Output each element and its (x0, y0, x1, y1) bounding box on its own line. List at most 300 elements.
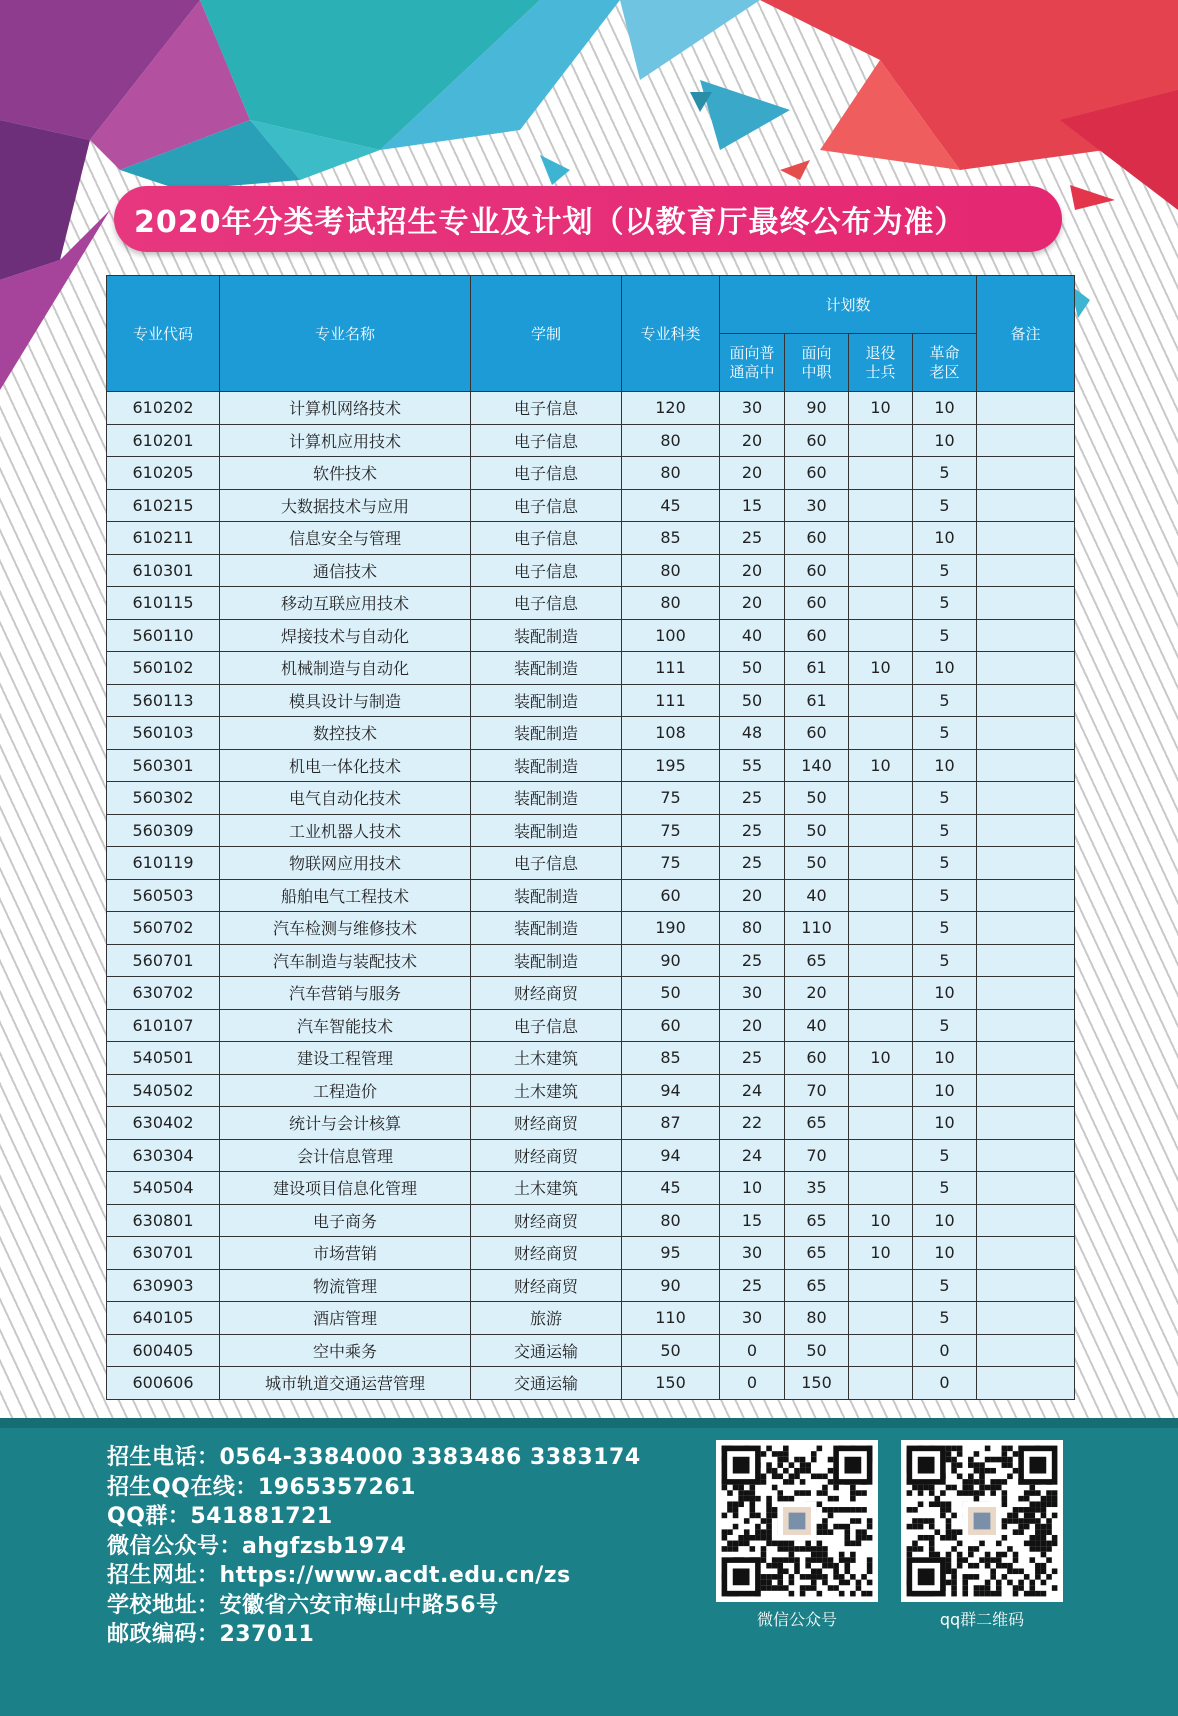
table-row (107, 944, 1075, 977)
table-row (107, 1269, 1075, 1302)
cell-total: 45 (622, 1172, 720, 1205)
wechat-qr-caption: 微信公众号 (756, 1610, 837, 1629)
cell-code: 630801 (107, 1204, 220, 1237)
cell-note (977, 1237, 1075, 1270)
header-note: 备注 (977, 276, 1075, 392)
cell-category: 装配制造 (471, 717, 622, 750)
table-row (107, 1367, 1075, 1400)
cell-hs: 50 (720, 652, 785, 685)
cell-code: 560102 (107, 652, 220, 685)
cell-name: 计算机网络技术 (220, 392, 471, 425)
cell-category: 土木建筑 (471, 1074, 622, 1107)
cell-rev: 10 (913, 392, 977, 425)
cell-rev: 5 (913, 1269, 977, 1302)
cell-vet (849, 782, 913, 815)
table-row (107, 814, 1075, 847)
cell-voc: 65 (785, 944, 849, 977)
cell-note (977, 457, 1075, 490)
cell-hs: 24 (720, 1074, 785, 1107)
cell-code: 610202 (107, 392, 220, 425)
header-total: 专业科类 (622, 276, 720, 392)
cell-total: 85 (622, 522, 720, 555)
cell-total: 75 (622, 814, 720, 847)
header-veterans-line1: 退役 (865, 343, 896, 362)
cell-rev: 10 (913, 1074, 977, 1107)
cell-voc: 70 (785, 1139, 849, 1172)
cell-category: 财经商贸 (471, 1269, 622, 1302)
enrollment-plan-table (106, 275, 1075, 1400)
cell-category: 旅游 (471, 1302, 622, 1335)
table-row (107, 1204, 1075, 1237)
cell-name: 建设项目信息化管理 (220, 1172, 471, 1205)
cell-vet (849, 1172, 913, 1205)
cell-rev: 10 (913, 977, 977, 1010)
cell-name: 电子商务 (220, 1204, 471, 1237)
cell-category: 财经商贸 (471, 1204, 622, 1237)
cell-rev: 10 (913, 1204, 977, 1237)
cell-total: 111 (622, 652, 720, 685)
cell-name: 汽车制造与装配技术 (220, 944, 471, 977)
table-row (107, 1107, 1075, 1140)
cell-vet: 10 (849, 749, 913, 782)
cell-category: 电子信息 (471, 392, 622, 425)
cell-vet: 10 (849, 392, 913, 425)
cell-name: 汽车检测与维修技术 (220, 912, 471, 945)
cell-category: 财经商贸 (471, 1237, 622, 1270)
cell-note (977, 814, 1075, 847)
cell-name: 机械制造与自动化 (220, 652, 471, 685)
cell-vet (849, 814, 913, 847)
cell-vet (849, 1269, 913, 1302)
cell-note (977, 1074, 1075, 1107)
cell-code: 560309 (107, 814, 220, 847)
cell-category: 装配制造 (471, 814, 622, 847)
cell-total: 150 (622, 1367, 720, 1400)
cell-hs: 25 (720, 944, 785, 977)
cell-category: 土木建筑 (471, 1042, 622, 1075)
cell-voc: 35 (785, 1172, 849, 1205)
cell-vet (849, 847, 913, 880)
table-row (107, 1237, 1075, 1270)
cell-voc: 65 (785, 1237, 849, 1270)
header-code: 专业代码 (107, 276, 220, 392)
cell-total: 80 (622, 1204, 720, 1237)
cell-name: 建设工程管理 (220, 1042, 471, 1075)
cell-hs: 22 (720, 1107, 785, 1140)
contact-website: 招生网址：https://www.acdt.edu.cn/zs (107, 1563, 571, 1588)
table-row (107, 749, 1075, 782)
cell-category: 装配制造 (471, 912, 622, 945)
cell-code: 610215 (107, 489, 220, 522)
cell-total: 90 (622, 944, 720, 977)
cell-total: 75 (622, 782, 720, 815)
cell-vet: 10 (849, 1042, 913, 1075)
cell-name: 计算机应用技术 (220, 424, 471, 457)
cell-total: 87 (622, 1107, 720, 1140)
cell-category: 装配制造 (471, 652, 622, 685)
cell-category: 电子信息 (471, 457, 622, 490)
cell-name: 船舶电气工程技术 (220, 879, 471, 912)
cell-vet (849, 879, 913, 912)
table-row (107, 912, 1075, 945)
cell-voc: 65 (785, 1107, 849, 1140)
cell-rev: 10 (913, 1107, 977, 1140)
header-highschool (720, 334, 785, 392)
cell-note (977, 977, 1075, 1010)
cell-note (977, 619, 1075, 652)
table-row (107, 522, 1075, 555)
header-vocational-line2: 中职 (801, 362, 832, 381)
cell-rev: 5 (913, 782, 977, 815)
table-row (107, 457, 1075, 490)
contact-postcode: 邮政编码：237011 (107, 1622, 315, 1647)
cell-hs: 30 (720, 1302, 785, 1335)
cell-total: 111 (622, 684, 720, 717)
cell-vet (849, 522, 913, 555)
cell-note (977, 1269, 1075, 1302)
cell-voc: 60 (785, 554, 849, 587)
cell-note (977, 1302, 1075, 1335)
cell-rev: 5 (913, 717, 977, 750)
table-row (107, 1139, 1075, 1172)
cell-voc: 50 (785, 1334, 849, 1367)
cell-rev: 5 (913, 879, 977, 912)
cell-category: 装配制造 (471, 944, 622, 977)
table-row (107, 587, 1075, 620)
cell-vet (849, 1139, 913, 1172)
cell-voc: 20 (785, 977, 849, 1010)
cell-hs: 40 (720, 619, 785, 652)
cell-code: 610301 (107, 554, 220, 587)
cell-name: 工程造价 (220, 1074, 471, 1107)
cell-total: 75 (622, 847, 720, 880)
cell-hs: 20 (720, 457, 785, 490)
title-banner (114, 186, 1062, 252)
cell-code: 630903 (107, 1269, 220, 1302)
table-row (107, 424, 1075, 457)
cell-name: 会计信息管理 (220, 1139, 471, 1172)
header-highschool-line2: 通高中 (729, 362, 775, 381)
cell-total: 120 (622, 392, 720, 425)
cell-vet (849, 619, 913, 652)
cell-hs: 20 (720, 554, 785, 587)
table-row (107, 782, 1075, 815)
cell-note (977, 587, 1075, 620)
table-row (107, 554, 1075, 587)
cell-name: 软件技术 (220, 457, 471, 490)
header-name: 专业名称 (220, 276, 471, 392)
contact-wechat: 微信公众号：ahgfzsb1974 (107, 1533, 407, 1559)
cell-note (977, 847, 1075, 880)
cell-rev: 5 (913, 489, 977, 522)
cell-rev: 5 (913, 587, 977, 620)
cell-code: 630304 (107, 1139, 220, 1172)
cell-voc: 60 (785, 522, 849, 555)
cell-vet (849, 1367, 913, 1400)
table-row (107, 1334, 1075, 1367)
cell-total: 100 (622, 619, 720, 652)
cell-hs: 50 (720, 684, 785, 717)
cell-voc: 60 (785, 1042, 849, 1075)
cell-category: 电子信息 (471, 554, 622, 587)
cell-total: 108 (622, 717, 720, 750)
cell-hs: 15 (720, 1204, 785, 1237)
cell-category: 装配制造 (471, 879, 622, 912)
cell-hs: 25 (720, 847, 785, 880)
cell-rev: 5 (913, 554, 977, 587)
cell-rev: 10 (913, 522, 977, 555)
cell-total: 45 (622, 489, 720, 522)
cell-category: 财经商贸 (471, 1139, 622, 1172)
cell-voc: 60 (785, 424, 849, 457)
cell-rev: 5 (913, 1302, 977, 1335)
cell-rev: 10 (913, 424, 977, 457)
table-row (107, 619, 1075, 652)
cell-code: 630702 (107, 977, 220, 1010)
table-row (107, 652, 1075, 685)
table-row (107, 392, 1075, 425)
cell-note (977, 879, 1075, 912)
cell-note (977, 782, 1075, 815)
cell-voc: 65 (785, 1204, 849, 1237)
cell-note (977, 1139, 1075, 1172)
cell-rev: 10 (913, 1237, 977, 1270)
cell-voc: 30 (785, 489, 849, 522)
cell-hs: 20 (720, 1009, 785, 1042)
cell-name: 城市轨道交通运营管理 (220, 1367, 471, 1400)
cell-category: 装配制造 (471, 782, 622, 815)
cell-vet (849, 977, 913, 1010)
cell-rev: 5 (913, 619, 977, 652)
cell-category: 电子信息 (471, 489, 622, 522)
cell-code: 610211 (107, 522, 220, 555)
table-row (107, 1172, 1075, 1205)
cell-total: 80 (622, 457, 720, 490)
cell-code: 610119 (107, 847, 220, 880)
cell-name: 模具设计与制造 (220, 684, 471, 717)
cell-voc: 150 (785, 1367, 849, 1400)
cell-note (977, 392, 1075, 425)
cell-name: 焊接技术与自动化 (220, 619, 471, 652)
cell-hs: 24 (720, 1139, 785, 1172)
cell-note (977, 749, 1075, 782)
table-body (107, 392, 1075, 1400)
cell-rev: 10 (913, 749, 977, 782)
cell-total: 195 (622, 749, 720, 782)
cell-voc: 110 (785, 912, 849, 945)
cell-hs: 0 (720, 1367, 785, 1400)
cell-rev: 5 (913, 944, 977, 977)
header-revolutionary-area (913, 334, 977, 392)
cell-name: 电气自动化技术 (220, 782, 471, 815)
wechat-qr-pattern (716, 1440, 878, 1602)
cell-voc: 60 (785, 587, 849, 620)
cell-voc: 90 (785, 392, 849, 425)
cell-note (977, 1172, 1075, 1205)
cell-total: 110 (622, 1302, 720, 1335)
cell-category: 装配制造 (471, 749, 622, 782)
table-row (107, 717, 1075, 750)
cell-total: 80 (622, 554, 720, 587)
cell-hs: 0 (720, 1334, 785, 1367)
cell-voc: 50 (785, 814, 849, 847)
cell-vet (849, 1009, 913, 1042)
cell-code: 630402 (107, 1107, 220, 1140)
contact-address: 学校地址：安徽省六安市梅山中路56号 (107, 1592, 499, 1618)
wechat-qr-code-icon (716, 1440, 878, 1602)
cell-vet (849, 457, 913, 490)
cell-note (977, 684, 1075, 717)
cell-name: 酒店管理 (220, 1302, 471, 1335)
header-veterans (849, 334, 913, 392)
cell-code: 560702 (107, 912, 220, 945)
cell-note (977, 652, 1075, 685)
cell-hs: 30 (720, 1237, 785, 1270)
cell-total: 80 (622, 424, 720, 457)
cell-name: 物流管理 (220, 1269, 471, 1302)
cell-hs: 48 (720, 717, 785, 750)
cell-hs: 15 (720, 489, 785, 522)
cell-note (977, 424, 1075, 457)
cell-note (977, 489, 1075, 522)
table-row (107, 489, 1075, 522)
qq-qr-pattern (901, 1440, 1063, 1602)
cell-note (977, 1334, 1075, 1367)
contact-qq-group: QQ群：541881721 (107, 1504, 333, 1529)
cell-voc: 60 (785, 717, 849, 750)
cell-voc: 60 (785, 619, 849, 652)
cell-rev: 5 (913, 1009, 977, 1042)
cell-rev: 5 (913, 457, 977, 490)
cell-name: 汽车智能技术 (220, 1009, 471, 1042)
cell-category: 装配制造 (471, 684, 622, 717)
cell-hs: 25 (720, 522, 785, 555)
cell-name: 移动互联应用技术 (220, 587, 471, 620)
cell-name: 通信技术 (220, 554, 471, 587)
cell-code: 600405 (107, 1334, 220, 1367)
cell-category: 土木建筑 (471, 1172, 622, 1205)
cell-rev: 0 (913, 1367, 977, 1400)
cell-name: 统计与会计核算 (220, 1107, 471, 1140)
cell-note (977, 1009, 1075, 1042)
table-row (107, 879, 1075, 912)
cell-code: 610107 (107, 1009, 220, 1042)
cell-voc: 40 (785, 879, 849, 912)
header-veterans-line2: 士兵 (865, 362, 896, 381)
cell-name: 信息安全与管理 (220, 522, 471, 555)
cell-note (977, 1042, 1075, 1075)
cell-code: 560301 (107, 749, 220, 782)
cell-voc: 60 (785, 457, 849, 490)
cell-code: 610115 (107, 587, 220, 620)
cell-vet (849, 684, 913, 717)
cell-total: 94 (622, 1139, 720, 1172)
table-row (107, 847, 1075, 880)
cell-name: 数控技术 (220, 717, 471, 750)
cell-rev: 5 (913, 1172, 977, 1205)
cell-note (977, 944, 1075, 977)
cell-hs: 20 (720, 879, 785, 912)
cell-voc: 61 (785, 684, 849, 717)
cell-hs: 25 (720, 782, 785, 815)
cell-code: 560103 (107, 717, 220, 750)
cell-code: 610201 (107, 424, 220, 457)
cell-rev: 0 (913, 1334, 977, 1367)
header-revolutionary-line1: 革命 (929, 343, 960, 362)
header-revolutionary-line2: 老区 (929, 362, 960, 381)
header-vocational (785, 334, 849, 392)
cell-voc: 80 (785, 1302, 849, 1335)
cell-vet (849, 1334, 913, 1367)
header-highschool-line1: 面向普 (729, 343, 775, 362)
cell-total: 90 (622, 1269, 720, 1302)
cell-category: 电子信息 (471, 1009, 622, 1042)
cell-code: 540504 (107, 1172, 220, 1205)
cell-rev: 5 (913, 684, 977, 717)
cell-vet: 10 (849, 652, 913, 685)
cell-note (977, 1204, 1075, 1237)
cell-name: 机电一体化技术 (220, 749, 471, 782)
cell-code: 540502 (107, 1074, 220, 1107)
cell-hs: 30 (720, 392, 785, 425)
cell-total: 60 (622, 879, 720, 912)
cell-code: 610205 (107, 457, 220, 490)
cell-code: 560701 (107, 944, 220, 977)
cell-hs: 80 (720, 912, 785, 945)
cell-category: 交通运输 (471, 1367, 622, 1400)
cell-category: 电子信息 (471, 424, 622, 457)
cell-voc: 61 (785, 652, 849, 685)
cell-code: 560110 (107, 619, 220, 652)
cell-note (977, 717, 1075, 750)
cell-code: 640105 (107, 1302, 220, 1335)
cell-hs: 25 (720, 814, 785, 847)
table-row (107, 1074, 1075, 1107)
cell-hs: 55 (720, 749, 785, 782)
header-vocational-line1: 面向 (801, 343, 832, 362)
cell-category: 财经商贸 (471, 977, 622, 1010)
cell-category: 财经商贸 (471, 1107, 622, 1140)
cell-hs: 25 (720, 1269, 785, 1302)
contact-phone: 招生电话：0564-3384000 3383486 3383174 (107, 1445, 641, 1470)
cell-code: 600606 (107, 1367, 220, 1400)
cell-vet (849, 554, 913, 587)
qq-group-qr-code-icon (901, 1440, 1063, 1602)
cell-note (977, 912, 1075, 945)
cell-name: 大数据技术与应用 (220, 489, 471, 522)
cell-total: 80 (622, 587, 720, 620)
cell-rev: 5 (913, 847, 977, 880)
cell-note (977, 1367, 1075, 1400)
cell-hs: 25 (720, 1042, 785, 1075)
cell-vet (849, 489, 913, 522)
cell-rev: 5 (913, 814, 977, 847)
cell-vet (849, 717, 913, 750)
table-row (107, 1009, 1075, 1042)
table-row (107, 684, 1075, 717)
cell-voc: 50 (785, 847, 849, 880)
header-category: 学制 (471, 276, 622, 392)
cell-vet (849, 944, 913, 977)
cell-vet (849, 424, 913, 457)
cell-category: 交通运输 (471, 1334, 622, 1367)
table-row (107, 1042, 1075, 1075)
cell-code: 540501 (107, 1042, 220, 1075)
cell-name: 空中乘务 (220, 1334, 471, 1367)
cell-code: 560302 (107, 782, 220, 815)
cell-rev: 10 (913, 652, 977, 685)
qq-qr-caption: qq群二维码 (939, 1610, 1025, 1629)
